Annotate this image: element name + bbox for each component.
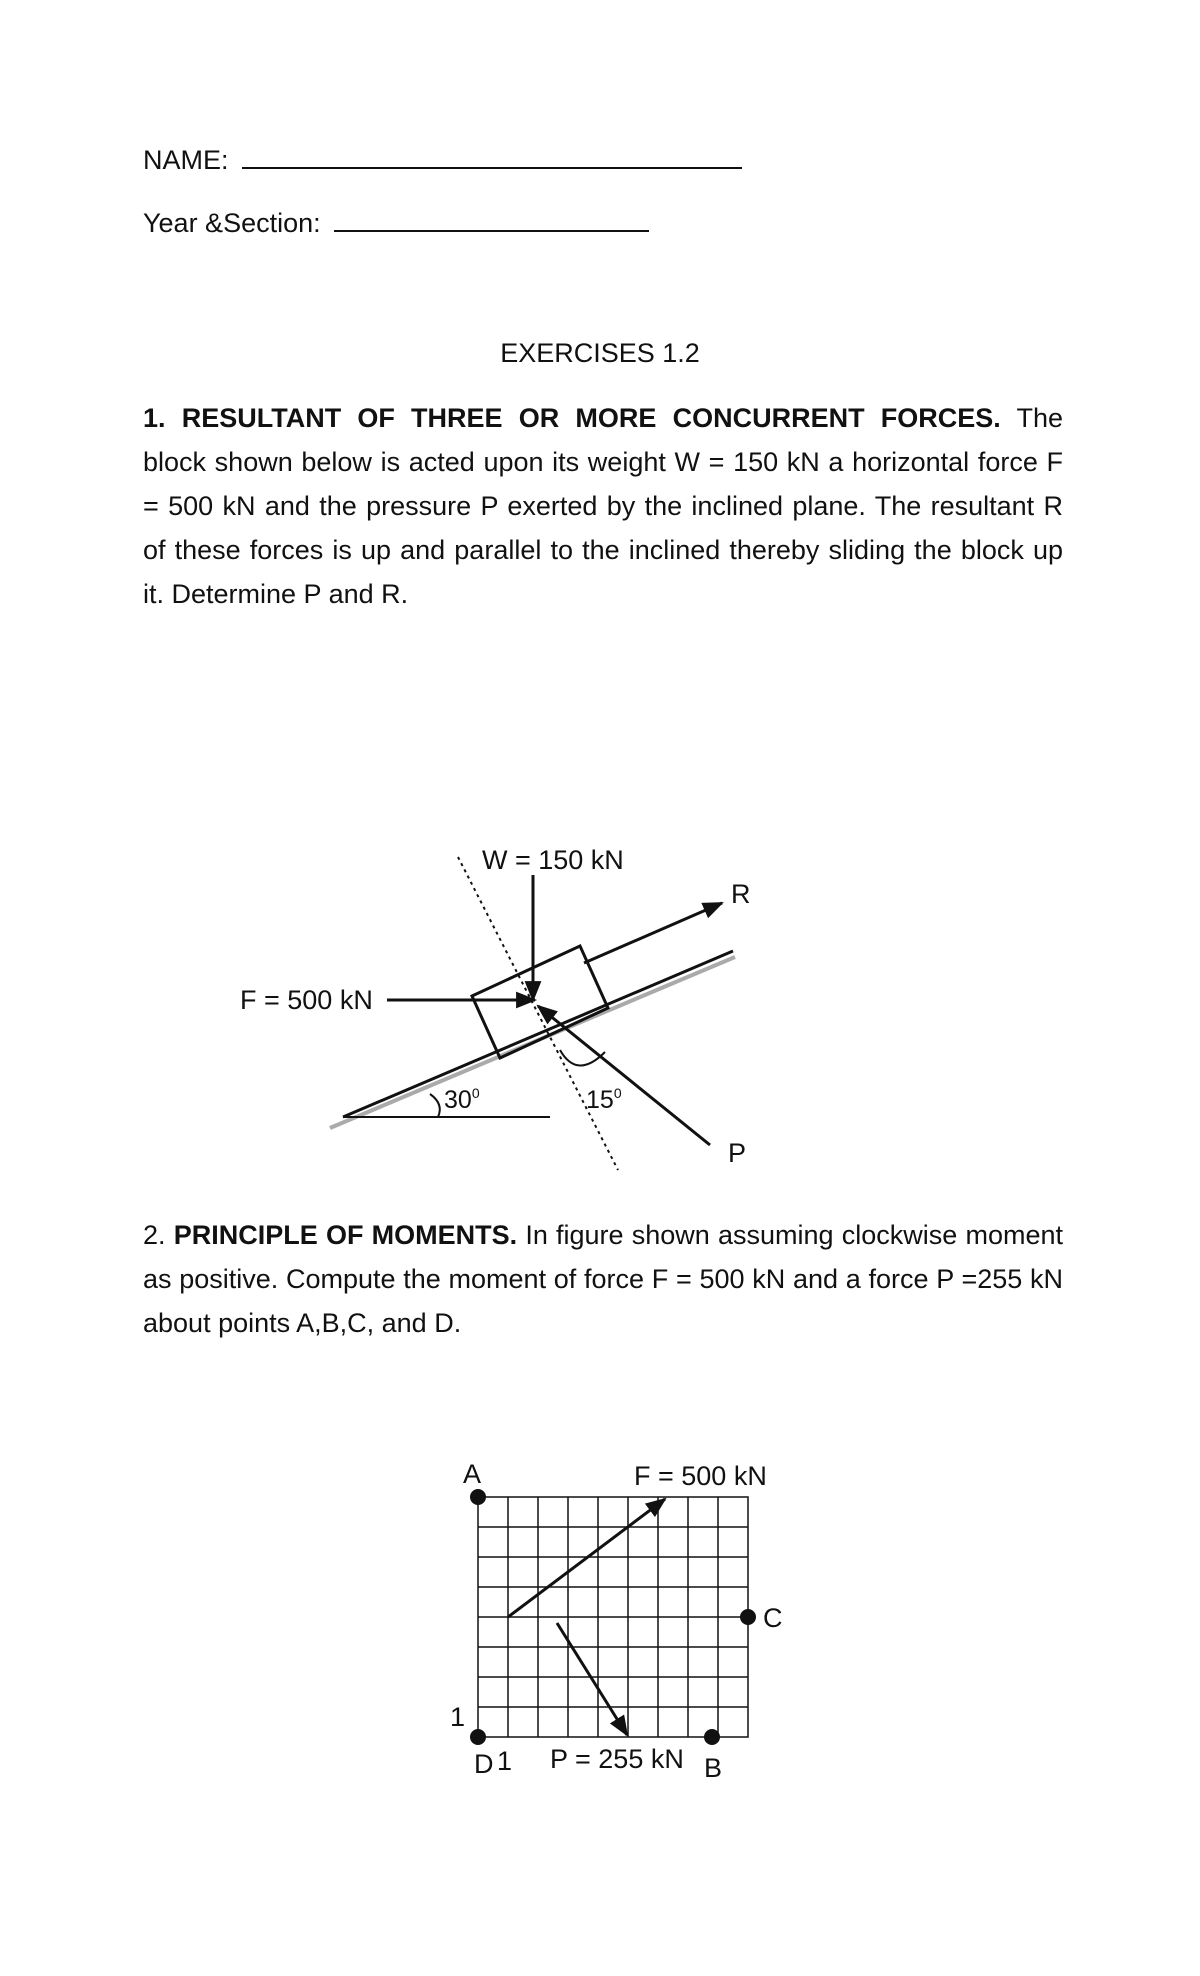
problem-2-heading: PRINCIPLE OF MOMENTS. [173,1220,518,1250]
resultant-arrow [584,903,722,963]
problem-1-heading: RESULTANT OF THREE OR MORE CONCURRENT FORCES. [181,403,1001,433]
weight-label: W = 150 kN [482,845,624,875]
point-b-label: B [704,1753,723,1783]
resultant-label: R [731,879,751,909]
problem-2-number: 2. [143,1220,166,1250]
point-a-label: A [463,1459,482,1489]
pressure-label: P [728,1138,747,1168]
incline-surface [343,951,733,1117]
scale-horizontal-label: 1 [497,1746,513,1776]
section-label: Year &Section: [143,208,321,238]
force-f-label: F = 500 kN [240,985,373,1015]
problem-2-body: In figure shown assuming clockwise moment as positive. Compute the moment of force F = 500 kN and a force P =255 kN about points A,B,C, and D. [143,1220,1063,1338]
point-d-label: D [474,1749,494,1779]
incline-angle-label: $30^0$ [444,1085,480,1114]
force-f-label-2: F = 500 kN [634,1461,767,1491]
point-c-label: C [763,1603,783,1633]
page-title: EXERCISES 1.2 [500,338,700,368]
force-p-label-2: P = 255 kN [550,1744,684,1774]
pressure-angle-arc [560,1050,605,1066]
scale-vertical-label: 1 [450,1702,466,1732]
problem-1-body: The block shown below is acted upon its weight W = 150 kN a horizontal force F = 500 kN and the pressure P exerted by the inclined plane. The resultant R of these forces is up and parallel to the inclined thereby sliding the block up it. Determine P and R. [143,403,1063,609]
problem-1-number: 1. [143,403,166,433]
name-label: NAME: [143,145,229,175]
pressure-angle-label: $15^0$ [586,1085,622,1114]
problem-2-text [143,1213,1063,1345]
incline-angle-arc [430,1094,440,1117]
pressure-arrow [538,1006,710,1145]
